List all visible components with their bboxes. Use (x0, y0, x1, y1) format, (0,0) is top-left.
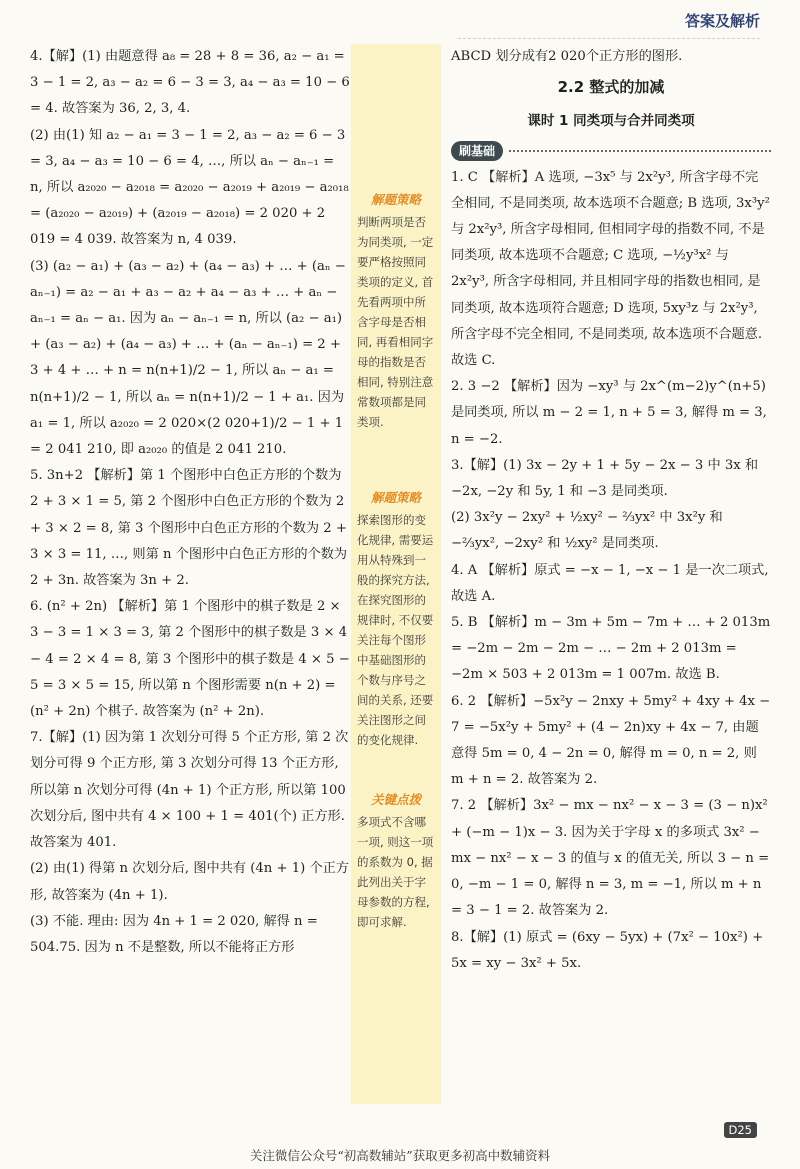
answer-r8: 8.【解】(1) 原式 = (6xy − 5yx) + (7x² − 10x²) + 5x = xy − 3x² + 5x. (451, 929, 764, 971)
practice-badge: 刷基础 (451, 141, 503, 161)
answer-r1: 1. C 【解析】A 选项, −3x⁵ 与 2x²y³, 所含字母不完全相同, 不是同类项, 故本选项不合题意; B 选项, 3x³y² 与 2x²y³, 所含字母相同, 但相同字母的指数不同, 不是同类项, 故本选项不合题意; C 选项, −½y³x² 与 2x²y³, 所含字母相同, 并且相同字母的指数也相同, 是同类项, 故本选项符合题意; D 选项, 5xy³z 与 2x²y³, 所含字母不完全相同, 不是同类项, 故本选项不合题意. 故选 C. (451, 169, 770, 369)
answer-7-part-2: (2) 由(1) 得第 n 次划分后, 图中共有 (4n + 1) 个正方形, 故答案为 (4n + 1). (30, 861, 350, 903)
tips-sidebar (351, 44, 441, 1104)
tip-box-2 (351, 488, 441, 750)
lesson-title: 课时 1 同类项与合并同类项 (527, 113, 695, 130)
practice-header (451, 141, 771, 161)
tip-title-3: 关键点拨 (370, 792, 421, 807)
tip-box-1 (351, 190, 441, 432)
answer-r3-part-1: 3.【解】(1) 3x − 2y + 1 + 5y − 2x − 3 中 3x 和 −2x, −2y 和 5y, 1 和 −3 是同类项. (451, 457, 759, 500)
footer-note: 关注微信公众号“初高数辅站”获取更多初高中数辅资料 (249, 1148, 551, 1163)
answer-r7: 7. 2 【解析】3x² − mx − nx² − x − 3 = (3 − n)x² + (−m − 1)x − 3. 因为关于字母 x 的多项式 3x² − mx − nx² − x − 3 的值与 x 的值无关, 所以 3 − n = 0, −m − 1 = 0, 解得 n = 3, m = −1, 所以 m + n = 3 − 1 = 2. 故答案为 2. (451, 798, 770, 919)
answer-4-part-3: (3) (a₂ − a₁) + (a₃ − a₂) + (a₄ − a₃) + … + (aₙ − aₙ₋₁) = a₂ − a₁ + a₃ − a₂ + a₄ − a₃ + … + aₙ − aₙ₋₁ = aₙ − a₁. 因为 aₙ − aₙ₋₁ = n, 所以 (a₂ − a₁) + (a₃ − a₂) + (a₄ − a₃) + … + (aₙ − aₙ₋₁) = 2 + 3 + 4 + … + n = n(n+1)/2 − 1, 所以 aₙ − a₁ = n(n+1)/2 − 1, 所以 aₙ = n(n+1)/2 − 1 + a₁. 因为 a₁ = 1, 所以 a₂₀₂₀ = 2 020×(2 020+1)/2 − 1 + 1 = 2 041 210, 即 a₂₀₂₀ 的值是 2 041 210. (30, 258, 346, 458)
dotted-divider (509, 150, 771, 152)
tip-box-3 (351, 790, 441, 932)
section-title: 2.2 整式的加减 (557, 78, 665, 97)
header-divider (458, 38, 760, 39)
answer-r5: 5. B 【解析】m − 3m + 5m − 7m + … + 2 013m = −2m − 2m − 2m − … − 2m + 2 013m = −2m × 503 + 2 013m = 1 007m. 故选 B. (451, 615, 771, 683)
answer-5: 5. 3n+2 【解析】第 1 个图形中白色正方形的个数为 2 + 3 × 1 = 5, 第 2 个图形中白色正方形的个数为 2 + 3 × 2 = 8, 第 3 个图形中白色正方形的个数为 2 + 3 × 3 = 11, …, 则第 n 个图形中白色正方形的个数为 2 + 3n. 故答案为 3n + 2. (30, 468, 348, 589)
tip-title-1: 解题策略 (370, 192, 421, 207)
answer-r3-part-2: (2) 3x²y − 2xy² + ½xy² − ⅔yx² 中 3x²y 和 −⅔yx², −2xy² 和 ½xy² 是同类项. (451, 510, 723, 552)
right-column (451, 44, 771, 977)
tip-body-2: 探索图形的变化规律, 需要运用从特殊到一般的探究方法, 在探究图形的规律时, 不仅要关注每个图形中基础图形的个数与序号之间的关系, 还要关注图形之间的变化规律. (357, 513, 434, 747)
answer-4-part-1: 4.【解】(1) 由题意得 a₈ = 28 + 8 = 36, a₂ − a₁ = 3 − 1 = 2, a₃ − a₂ = 6 − 3 = 3, a₄ − a₃ = 10 − 6 = 4. 故答案为 36, 2, 3, 4. (30, 49, 350, 117)
answer-7-part-1: 7.【解】(1) 因为第 1 次划分可得 5 个正方形, 第 2 次划分可得 9 个正方形, 第 3 次划分可得 13 个正方形, 所以第 n 次划分可得 (4n + 1) 个正方形, 所以第 100 次划分后, 图中共有 4 × 100 + 1 = 401(个) 正方形. 故答案为 401. (30, 730, 349, 851)
left-column (30, 44, 350, 961)
answer-6: 6. (n² + 2n) 【解析】第 1 个图形中的棋子数是 2 × 3 − 3 = 1 × 3 = 3, 第 2 个图形中的棋子数是 3 × 4 − 4 = 2 × 4 = 8, 第 3 个图形中的棋子数是 4 × 5 − 5 = 3 × 5 = 15, 所以第 n 个图形需要 n(n + 2) = (n² + 2n) 个棋子. 故答案为 (n² + 2n). (30, 599, 350, 720)
answer-7-part-3: (3) 不能. 理由: 因为 4n + 1 = 2 020, 解得 n = 504.75. 因为 n 不是整数, 所以不能将正方形 (30, 913, 318, 955)
tip-body-1: 判断两项是否为同类项, 一定要严格按照同类项的定义, 首先看两项中所含字母是否相同, 再看相同字母的指数是否相同, 特别注意常数项都是同类项. (357, 215, 434, 429)
answer-7-continued: ABCD 划分成有2 020个正方形的图形. (451, 49, 683, 64)
answer-4-part-2: (2) 由(1) 知 a₂ − a₁ = 3 − 1 = 2, a₃ − a₂ = 6 − 3 = 3, a₄ − a₃ = 10 − 6 = 4, …, 所以 aₙ − aₙ₋₁ = n, 所以 a₂₀₂₀ − a₂₀₁₈ = a₂₀₂₀ − a₂₀₁₉ + a₂₀₁₉ − a₂₀₁₈ = (a₂₀₂₀ − a₂₀₁₉) + (a₂₀₁₉ − a₂₀₁₈) = 2 020 + 2 019 = 4 039. 故答案为 n, 4 039. (30, 127, 349, 248)
answer-r2: 2. 3 −2 【解析】因为 −xy³ 与 2x^(m−2)y^(n+5) 是同类项, 所以 m − 2 = 1, n + 5 = 3, 解得 m = 3, n = −2. (451, 379, 767, 447)
header-title: 答案及解析 (684, 12, 760, 30)
tip-body-3: 多项式不含哪一项, 则这一项的系数为 0, 据此列出关于字母参数的方程, 即可求解. (357, 815, 434, 929)
answer-r6: 6. 2 【解析】−5x²y − 2nxy + 5my² + 4xy + 4x − 7 = −5x²y + 5my² + (4 − 2n)xy + 4x − 7, 由题意得 5m = 0, 4 − 2n = 0, 解得 m = 0, n = 2, 则 m + n = 2. 故答案为 2. (451, 693, 771, 788)
page-number: D25 (724, 1122, 758, 1138)
tip-title-2: 解题策略 (370, 490, 421, 505)
answer-r4: 4. A 【解析】原式 = −x − 1, −x − 1 是一次二项式, 故选 A. (451, 562, 769, 604)
